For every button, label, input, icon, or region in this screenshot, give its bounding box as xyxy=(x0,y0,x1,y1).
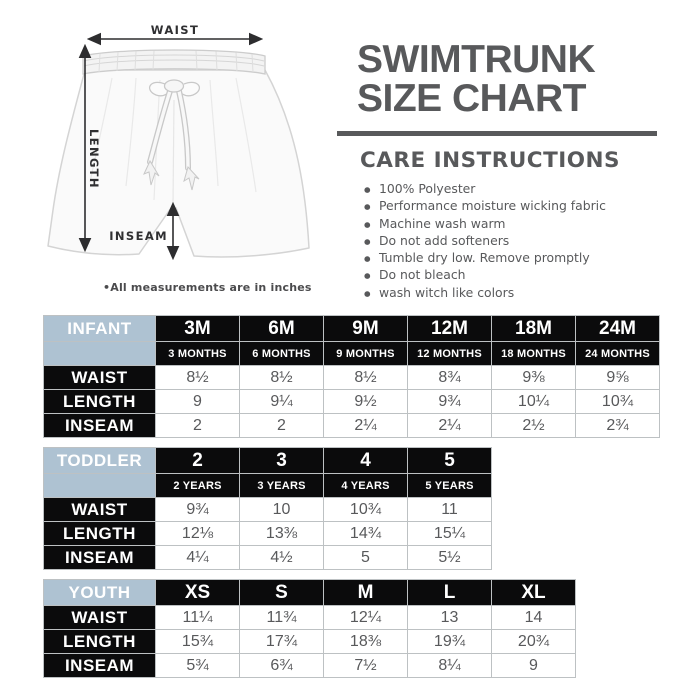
size-subheader: 2 YEARS xyxy=(156,474,240,498)
size-value: 7½ xyxy=(324,654,408,678)
length-diagram-label: LENGTH xyxy=(87,129,101,189)
care-item: ● Performance moisture wicking fabric xyxy=(364,197,606,214)
inseam-diagram-label: INSEAM xyxy=(109,229,168,243)
title-underline xyxy=(337,131,657,136)
measure-label: INSEAM xyxy=(44,654,156,678)
size-value: 2 xyxy=(240,414,324,438)
size-table-youth xyxy=(43,579,576,678)
size-value: 10¾ xyxy=(576,390,660,414)
size-subheader: 3 YEARS xyxy=(240,474,324,498)
size-value: 10¾ xyxy=(324,498,408,522)
size-value: 17¾ xyxy=(240,630,324,654)
size-header: 18M xyxy=(492,316,576,342)
size-value: 12⅛ xyxy=(156,522,240,546)
size-value: 13⅜ xyxy=(240,522,324,546)
group-label: INFANT xyxy=(44,316,156,342)
size-subheader: 6 MONTHS xyxy=(240,342,324,366)
size-value: 14¾ xyxy=(324,522,408,546)
size-value: 9¾ xyxy=(408,390,492,414)
size-value: 8¼ xyxy=(408,654,492,678)
size-value: 5¾ xyxy=(156,654,240,678)
group-label: YOUTH xyxy=(44,580,156,606)
care-item: ● Machine wash warm xyxy=(364,215,606,232)
shorts-illustration xyxy=(40,10,340,305)
size-subheader: 18 MONTHS xyxy=(492,342,576,366)
size-value: 11¾ xyxy=(240,606,324,630)
size-value: 2¼ xyxy=(408,414,492,438)
size-header: S xyxy=(240,580,324,606)
size-subheader: 12 MONTHS xyxy=(408,342,492,366)
size-header: 4 xyxy=(324,448,408,474)
size-value: 8¾ xyxy=(408,366,492,390)
size-subheader: 9 MONTHS xyxy=(324,342,408,366)
size-header: L xyxy=(408,580,492,606)
size-value: 6¾ xyxy=(240,654,324,678)
care-list xyxy=(364,180,606,301)
size-header: XS xyxy=(156,580,240,606)
size-value: 14 xyxy=(492,606,576,630)
size-header: M xyxy=(324,580,408,606)
size-header: 3M xyxy=(156,316,240,342)
size-value: 9 xyxy=(492,654,576,678)
group-label: TODDLER xyxy=(44,448,156,474)
group-label-blank xyxy=(44,474,156,498)
measurements-caption: •All measurements are in inches xyxy=(103,281,312,294)
size-value: 5 xyxy=(324,546,408,570)
size-value: 20¾ xyxy=(492,630,576,654)
measure-label: WAIST xyxy=(44,606,156,630)
size-tables xyxy=(43,315,660,687)
size-value: 9½ xyxy=(324,390,408,414)
size-header: 24M xyxy=(576,316,660,342)
size-value: 9 xyxy=(156,390,240,414)
size-value: 8½ xyxy=(156,366,240,390)
size-table-infant xyxy=(43,315,660,438)
title-line-2: SIZE CHART xyxy=(357,77,586,120)
measure-label: INSEAM xyxy=(44,546,156,570)
shorts-diagram xyxy=(40,10,340,305)
measure-label: WAIST xyxy=(44,498,156,522)
size-value: 10¼ xyxy=(492,390,576,414)
size-value: 15¼ xyxy=(408,522,492,546)
size-table-toddler xyxy=(43,447,492,570)
care-item: ● wash witch like colors xyxy=(364,284,606,301)
care-item: ● 100% Polyester xyxy=(364,180,606,197)
size-header: 12M xyxy=(408,316,492,342)
title-line-1: SWIMTRUNK xyxy=(357,38,596,81)
size-value: 9⅝ xyxy=(576,366,660,390)
size-value: 2½ xyxy=(492,414,576,438)
size-value: 8½ xyxy=(240,366,324,390)
waist-diagram-label: WAIST xyxy=(150,23,200,37)
group-label-blank xyxy=(44,342,156,366)
drawstring-knot xyxy=(165,80,184,92)
size-value: 10 xyxy=(240,498,324,522)
measure-label: INSEAM xyxy=(44,414,156,438)
size-value: 12¼ xyxy=(324,606,408,630)
size-header: 9M xyxy=(324,316,408,342)
page-title xyxy=(357,40,595,118)
measure-label: LENGTH xyxy=(44,630,156,654)
care-item: ● Do not bleach xyxy=(364,266,606,283)
size-subheader: 4 YEARS xyxy=(324,474,408,498)
size-header: XL xyxy=(492,580,576,606)
size-subheader: 5 YEARS xyxy=(408,474,492,498)
size-header: 6M xyxy=(240,316,324,342)
size-value: 15¾ xyxy=(156,630,240,654)
size-value: 2 xyxy=(156,414,240,438)
size-value: 19¾ xyxy=(408,630,492,654)
size-subheader: 3 MONTHS xyxy=(156,342,240,366)
size-value: 2¾ xyxy=(576,414,660,438)
size-value: 9¾ xyxy=(156,498,240,522)
care-instructions-heading: CARE INSTRUCTIONS xyxy=(360,148,621,173)
size-value: 11¼ xyxy=(156,606,240,630)
size-value: 5½ xyxy=(408,546,492,570)
size-value: 2¼ xyxy=(324,414,408,438)
size-subheader: 24 MONTHS xyxy=(576,342,660,366)
measure-label: WAIST xyxy=(44,366,156,390)
size-header: 3 xyxy=(240,448,324,474)
size-value: 8½ xyxy=(324,366,408,390)
size-header: 2 xyxy=(156,448,240,474)
size-value: 11 xyxy=(408,498,492,522)
size-value: 4½ xyxy=(240,546,324,570)
size-value: 9¼ xyxy=(240,390,324,414)
size-value: 4¼ xyxy=(156,546,240,570)
care-item: ● Do not add softeners xyxy=(364,232,606,249)
measure-label: LENGTH xyxy=(44,390,156,414)
size-value: 9⅜ xyxy=(492,366,576,390)
size-value: 18⅜ xyxy=(324,630,408,654)
measure-label: LENGTH xyxy=(44,522,156,546)
care-item: ● Tumble dry low. Remove promptly xyxy=(364,249,606,266)
size-value: 13 xyxy=(408,606,492,630)
size-header: 5 xyxy=(408,448,492,474)
